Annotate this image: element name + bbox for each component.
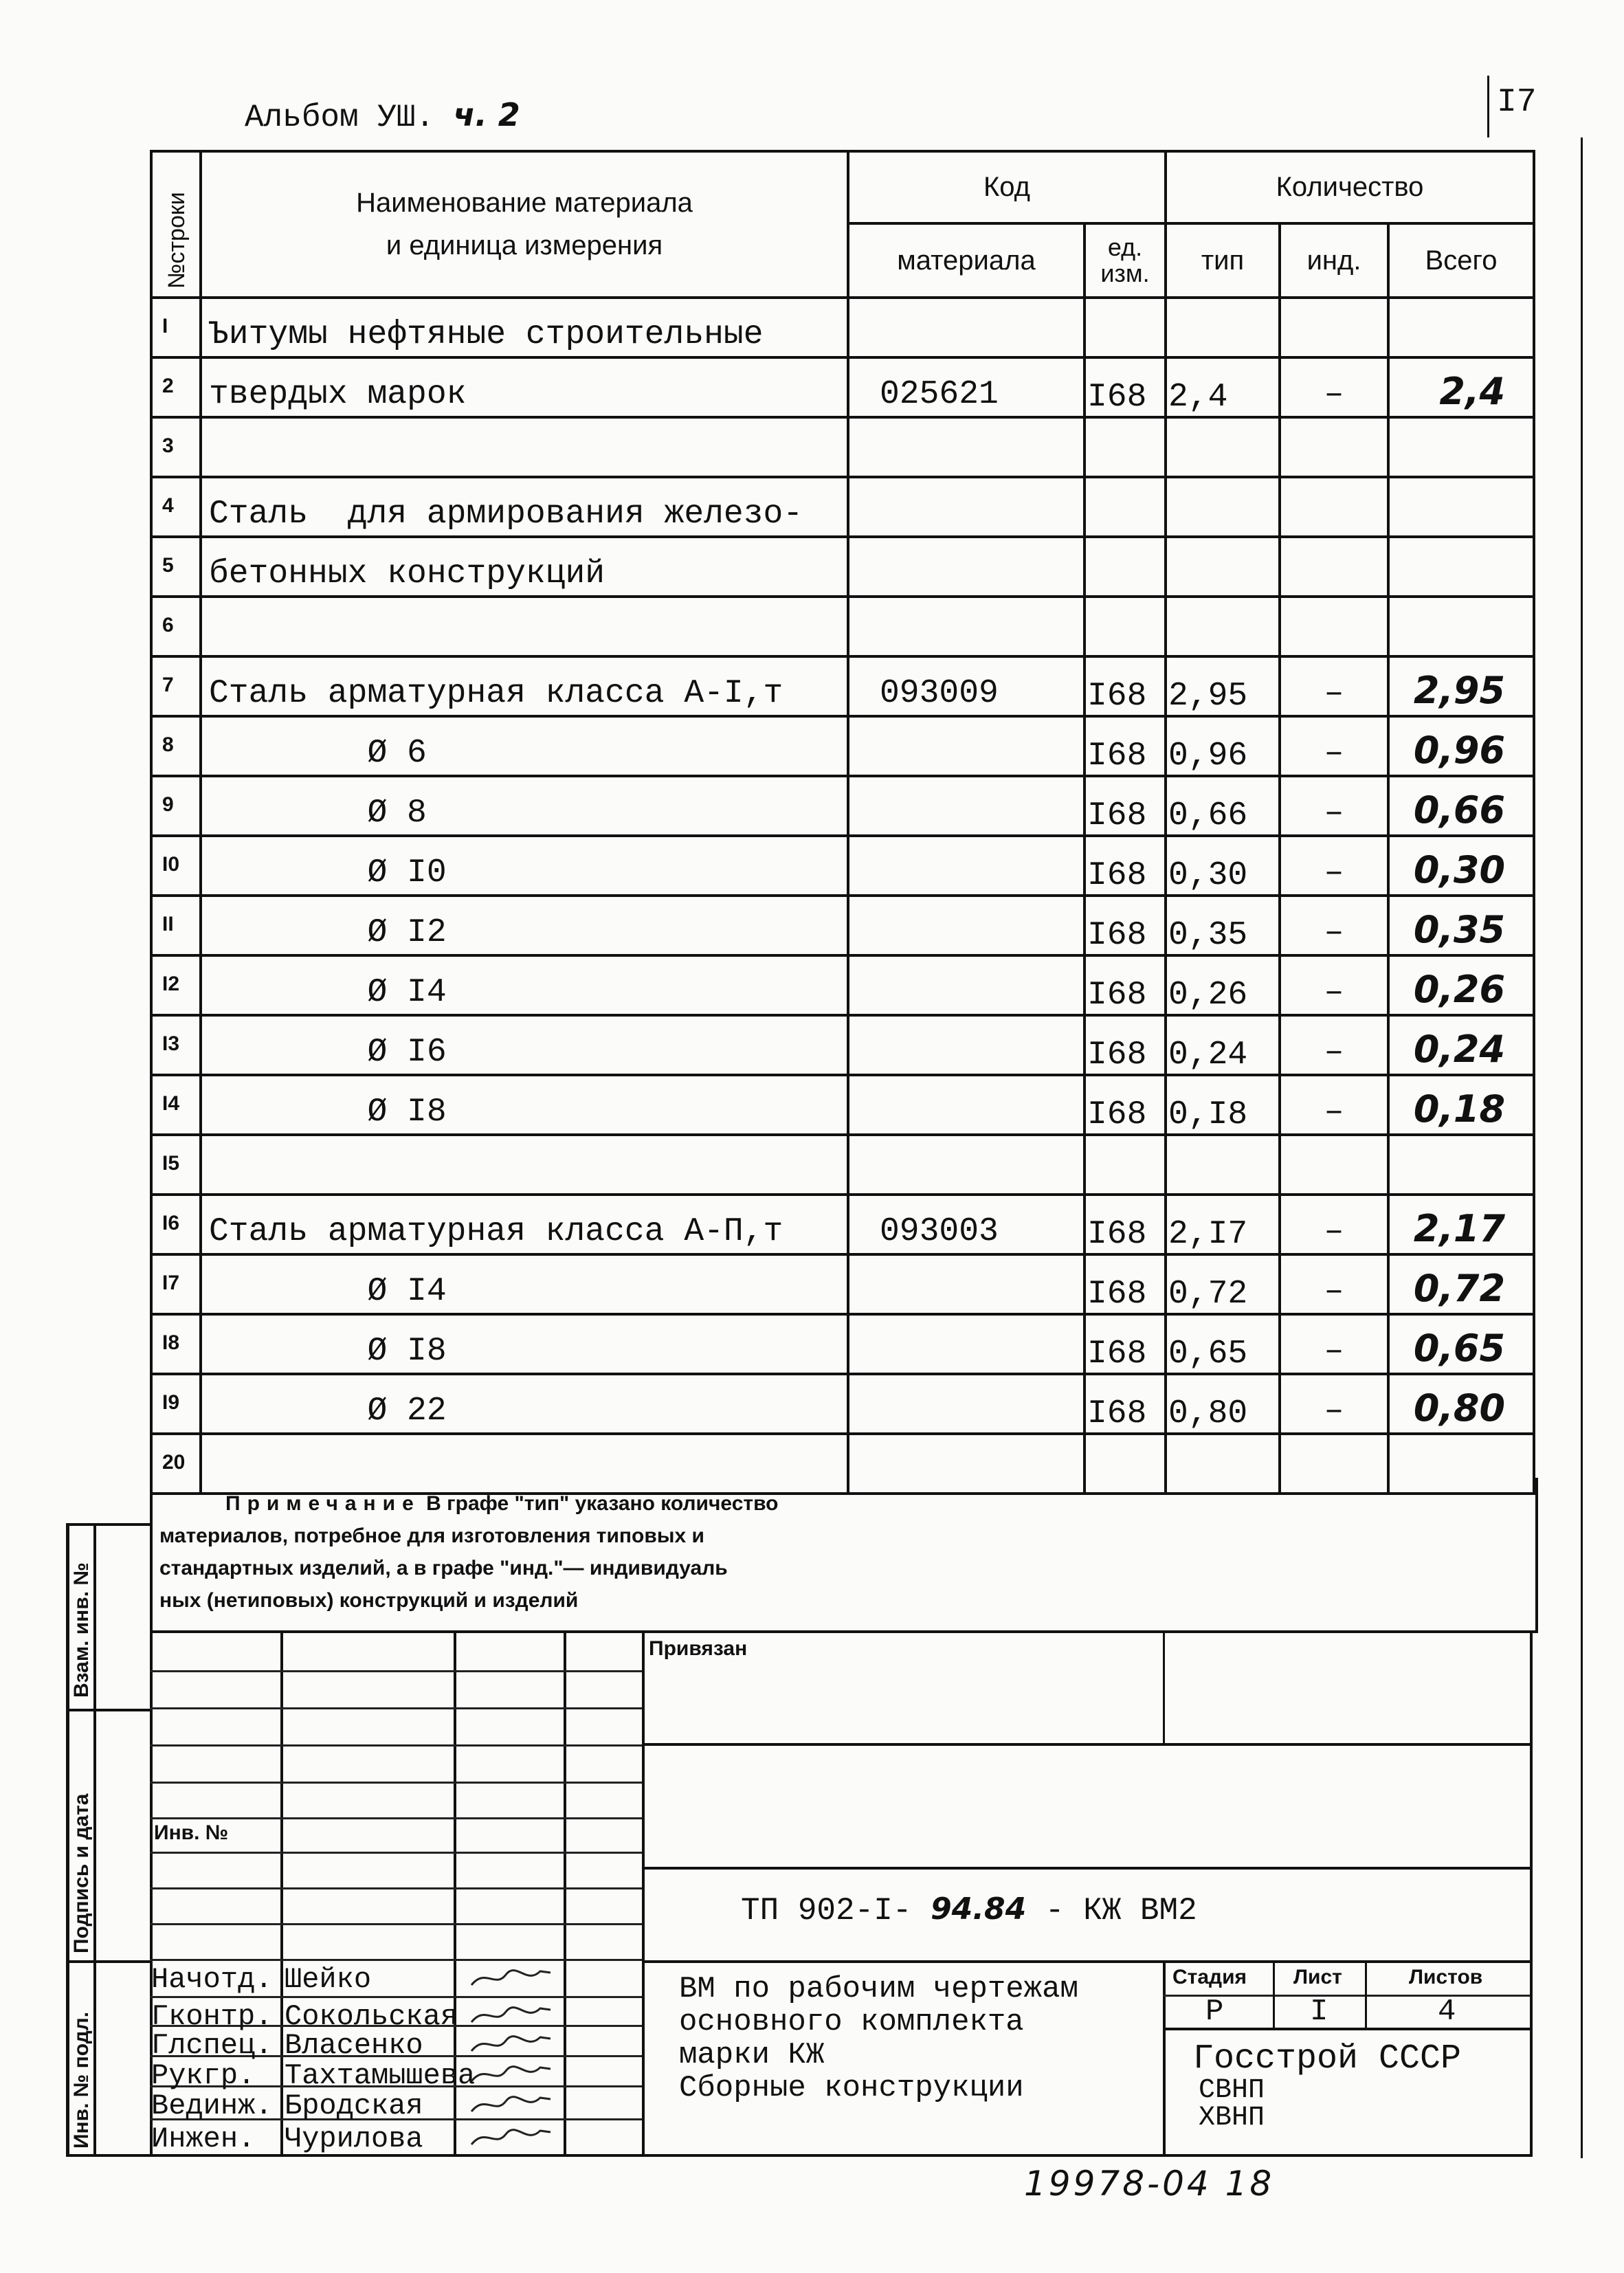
table-row (151, 1135, 1534, 1195)
row-number: I (151, 298, 201, 357)
doc-code-prefix: ТП 902-I- (741, 1893, 912, 1929)
signature-mark (465, 2030, 561, 2058)
qty-type-header: тип (1166, 223, 1280, 298)
role-title: Вединж. (151, 2089, 273, 2122)
material-name: бетонных конструкций (201, 537, 848, 597)
signature-mark (465, 2124, 561, 2151)
unit-code: I68 (1084, 955, 1166, 1015)
sheet-value: I (1310, 1995, 1328, 2029)
table-body (151, 298, 1534, 1494)
material-code (848, 298, 1084, 357)
material-name: Ø I2 (201, 896, 848, 955)
signature-mark (465, 2002, 561, 2029)
qty-type: 0,65 (1166, 1314, 1280, 1374)
note-title: Примечание (225, 1492, 421, 1515)
material-code (848, 1075, 1084, 1135)
row-number-header (151, 151, 201, 298)
table-row (151, 417, 1534, 477)
table-row (151, 836, 1534, 896)
sheets-value: 4 (1438, 1995, 1456, 2029)
material-code (848, 716, 1084, 776)
signature-mark (465, 1964, 561, 1992)
note-line1: В графе "тип" указано количество (426, 1492, 779, 1515)
sheet-number: I7 (1497, 84, 1537, 121)
note-line2: материалов, потребное для изготовления типовых и (159, 1524, 704, 1547)
table-row (151, 896, 1534, 955)
role-person: Чурилова (285, 2122, 423, 2155)
stamp-h-title (642, 1960, 1530, 1963)
note-text (159, 1487, 778, 1617)
grid-h10 (150, 1996, 642, 1998)
row-number: I4 (151, 1075, 201, 1135)
inv-no-label: Инв. № (154, 1821, 229, 1844)
row-number: I8 (151, 1314, 201, 1374)
table-row (151, 1075, 1534, 1135)
qty-ind: – (1280, 776, 1388, 836)
qty-type: 0,24 (1166, 1015, 1280, 1075)
row-number: 9 (151, 776, 201, 836)
inv-podl-label: Инв. № подл. (70, 2011, 93, 2149)
qty-total: 0,18 (1388, 1075, 1534, 1135)
row-number: I9 (151, 1374, 201, 1434)
qty-total: 2,17 (1388, 1195, 1534, 1254)
qty-ind: – (1280, 1195, 1388, 1254)
privyazan-label: Привязан (649, 1637, 748, 1660)
privyazan-divider (1163, 1630, 1165, 1744)
qty-ind: – (1280, 1314, 1388, 1374)
material-code (848, 1314, 1084, 1374)
strip-bottom (66, 2154, 158, 2157)
qty-total (1388, 477, 1534, 537)
stamp-right (1530, 1630, 1533, 2157)
right-margin-line (1487, 76, 1489, 137)
unit-code: I68 (1084, 656, 1166, 716)
material-code (848, 1254, 1084, 1314)
material-code (848, 836, 1084, 896)
role-title: Гконтр. (151, 2000, 273, 2033)
material-code: 093003 (848, 1195, 1084, 1254)
qty-ind-header: инд. (1280, 223, 1388, 298)
unit-code (1084, 477, 1166, 537)
table-row (151, 716, 1534, 776)
qty-ind: – (1280, 896, 1388, 955)
page-right-border (1581, 137, 1583, 2158)
materials-table (150, 150, 1535, 1495)
material-code: 025621 (848, 357, 1084, 417)
note-box (150, 1478, 1538, 1633)
table-row (151, 1015, 1534, 1075)
qty-total (1388, 1135, 1534, 1195)
row-number: 20 (151, 1434, 201, 1494)
album-printed: Альбом УШ. (245, 100, 435, 135)
material-code (848, 1374, 1084, 1434)
qty-ind (1280, 298, 1388, 357)
left-strip-outer (66, 1524, 69, 2155)
org-line2: СВНП (1199, 2075, 1265, 2106)
grid-h6 (150, 1852, 642, 1854)
strip-top (66, 1523, 151, 1526)
name-header-line1: Наименование материала (356, 188, 693, 218)
qty-total: 0,80 (1388, 1374, 1534, 1434)
material-name: Ø I0 (201, 836, 848, 896)
unit-code: I68 (1084, 1075, 1166, 1135)
material-name (201, 1135, 848, 1195)
material-name: Ъитумы нефтяные строительные (201, 298, 848, 357)
unit-code: I68 (1084, 776, 1166, 836)
podpis-label: Подпись и дата (70, 1793, 93, 1953)
row-number: I7 (151, 1254, 201, 1314)
signature-mark (465, 2061, 561, 2088)
name-header (201, 151, 848, 298)
title-line1: ВМ по рабочим чертежам (679, 1972, 1078, 2006)
row-number-header-text: №строки (164, 192, 190, 289)
material-code (848, 477, 1084, 537)
grid-h8 (150, 1923, 642, 1925)
grid-h1 (150, 1670, 642, 1672)
stamp-h-code (642, 1867, 1530, 1870)
qty-total: 0,35 (1388, 896, 1534, 955)
qty-ind: – (1280, 836, 1388, 896)
qty-type: 0,80 (1166, 1374, 1280, 1434)
unit-code: I68 (1084, 1195, 1166, 1254)
name-header-line2: и единица измерения (386, 230, 663, 260)
table-row (151, 776, 1534, 836)
qty-total: 0,26 (1388, 955, 1534, 1015)
stage-label: Стадия (1172, 1966, 1247, 1988)
table-row (151, 1195, 1534, 1254)
material-code (848, 1015, 1084, 1075)
table-row (151, 357, 1534, 417)
code-unit-header: ед. изм. (1084, 223, 1166, 298)
qty-total (1388, 597, 1534, 656)
material-name: Ø 22 (201, 1374, 848, 1434)
unit-code: I68 (1084, 896, 1166, 955)
code-header: Код (848, 151, 1166, 223)
table-row (151, 955, 1534, 1015)
role-person: Власенко (285, 2029, 423, 2062)
qty-total: 0,96 (1388, 716, 1534, 776)
left-strip-inner (93, 1524, 96, 2155)
title-line2: основного комплекта (679, 2005, 1024, 2039)
qty-total: 2,4 (1388, 357, 1534, 417)
table-row (151, 537, 1534, 597)
qty-type (1166, 477, 1280, 537)
role-person: Сокольская (285, 2000, 458, 2033)
quantity-header: Количество (1166, 151, 1534, 223)
row-number: I0 (151, 836, 201, 896)
table-row (151, 298, 1534, 357)
qty-total: 0,24 (1388, 1015, 1534, 1075)
qty-type: 0,35 (1166, 896, 1280, 955)
qty-type (1166, 1135, 1280, 1195)
qty-total: 0,65 (1388, 1314, 1534, 1374)
row-number: 2 (151, 357, 201, 417)
qty-type: 0,72 (1166, 1254, 1280, 1314)
material-code (848, 597, 1084, 656)
material-code (848, 417, 1084, 477)
role-person: Тахтамышева (285, 2059, 476, 2092)
qty-total: 0,72 (1388, 1254, 1534, 1314)
album-label (245, 96, 520, 135)
organisation (1193, 2041, 1461, 2132)
unit-code: I68 (1084, 836, 1166, 896)
table-row (151, 1254, 1534, 1314)
table-row (151, 1374, 1534, 1434)
row-number: I3 (151, 1015, 201, 1075)
row-number: 4 (151, 477, 201, 537)
qty-ind: – (1280, 357, 1388, 417)
row-number: I2 (151, 955, 201, 1015)
qty-type: 0,96 (1166, 716, 1280, 776)
table-row (151, 597, 1534, 656)
unit-code: I68 (1084, 357, 1166, 417)
album-handwritten: ч. 2 (453, 96, 520, 133)
material-code (848, 537, 1084, 597)
grid-h5 (150, 1817, 642, 1819)
material-code (848, 1135, 1084, 1195)
signature-mark (465, 2091, 561, 2118)
qty-type: 0,26 (1166, 955, 1280, 1015)
qty-total (1388, 298, 1534, 357)
qty-ind (1280, 1135, 1388, 1195)
grid-h9 (150, 1959, 642, 1961)
sheets-label: Листов (1409, 1966, 1483, 1988)
grid-v4 (642, 1630, 645, 2157)
table-row (151, 1314, 1534, 1374)
material-name: Ø 8 (201, 776, 848, 836)
role-person: Бродская (285, 2089, 423, 2122)
qty-ind (1280, 417, 1388, 477)
unit-code (1084, 417, 1166, 477)
unit-code: I68 (1084, 1254, 1166, 1314)
material-name: Ø I8 (201, 1075, 848, 1135)
row-number: 6 (151, 597, 201, 656)
doc-title (679, 1973, 1078, 2105)
grid-h4 (150, 1782, 642, 1784)
qty-total: 0,30 (1388, 836, 1534, 896)
material-name: Сталь для армирования железо- (201, 477, 848, 537)
unit-code (1084, 298, 1166, 357)
qty-ind: – (1280, 1075, 1388, 1135)
unit-code (1084, 537, 1166, 597)
code-material-header: материала (848, 223, 1084, 298)
qty-type: 0,I8 (1166, 1075, 1280, 1135)
grid-h2 (150, 1707, 642, 1709)
stage-v1 (1273, 1960, 1275, 2029)
material-name: Ø I8 (201, 1314, 848, 1374)
org-line3: ХВНП (1199, 2103, 1265, 2133)
material-name: Сталь арматурная класса А-П,т (201, 1195, 848, 1254)
qty-type: 0,30 (1166, 836, 1280, 896)
sheet-label: Лист (1293, 1966, 1342, 1988)
unit-code: I68 (1084, 1015, 1166, 1075)
footer-number: 19978-04 18 (1024, 2164, 1275, 2204)
qty-ind: – (1280, 716, 1388, 776)
material-name: Ø I4 (201, 1254, 848, 1314)
qty-total (1388, 417, 1534, 477)
role-title: Инжен. (151, 2122, 256, 2155)
material-name (201, 417, 848, 477)
qty-ind (1280, 597, 1388, 656)
qty-ind (1280, 477, 1388, 537)
stamp-h-privyazan (642, 1743, 1530, 1746)
unit-code: I68 (1084, 1314, 1166, 1374)
unit-code (1084, 597, 1166, 656)
row-number: 7 (151, 656, 201, 716)
grid-h7 (150, 1887, 642, 1889)
material-name: Ø 6 (201, 716, 848, 776)
note-line3: стандартных изделий, а в графе "инд."— индивидуаль (159, 1557, 728, 1579)
material-code (848, 896, 1084, 955)
role-person: Шейко (285, 1963, 372, 1996)
row-number: 3 (151, 417, 201, 477)
qty-ind: – (1280, 1374, 1388, 1434)
material-name: твердых марок (201, 357, 848, 417)
grid-h3 (150, 1744, 642, 1747)
row-number: I5 (151, 1135, 201, 1195)
qty-total (1388, 537, 1534, 597)
table-row (151, 477, 1534, 537)
doc-code-handwritten: 94.84 (931, 1892, 1027, 1927)
title-divider (1163, 1960, 1166, 2157)
unit-code: I68 (1084, 1374, 1166, 1434)
table-row (151, 656, 1534, 716)
qty-type (1166, 417, 1280, 477)
unit-code (1084, 1135, 1166, 1195)
strip-div2 (66, 1960, 151, 1963)
title-line4: Сборные конструкции (679, 2071, 1024, 2105)
qty-ind: – (1280, 656, 1388, 716)
qty-type: 0,66 (1166, 776, 1280, 836)
material-code (848, 955, 1084, 1015)
row-number: 8 (151, 716, 201, 776)
qty-type: 2,4 (1166, 357, 1280, 417)
qty-type (1166, 537, 1280, 597)
row-number: II (151, 896, 201, 955)
stage-value: Р (1205, 1995, 1224, 2029)
qty-ind (1280, 537, 1388, 597)
qty-ind: – (1280, 1254, 1388, 1314)
qty-ind: – (1280, 1015, 1388, 1075)
doc-code-suffix: - КЖ ВМ2 (1045, 1893, 1197, 1929)
title-line3: марки КЖ (679, 2038, 825, 2072)
row-number: I6 (151, 1195, 201, 1254)
qty-total-header: Всего (1388, 223, 1534, 298)
material-code: 093009 (848, 656, 1084, 716)
unit-code: I68 (1084, 716, 1166, 776)
stage-v2 (1365, 1960, 1367, 2029)
doc-code (741, 1892, 1197, 1929)
vzam-label: Взам. инв. № (70, 1562, 93, 1698)
strip-div1 (66, 1709, 151, 1711)
material-name: Ø I6 (201, 1015, 848, 1075)
org-line1: Госстрой СССР (1193, 2039, 1462, 2078)
material-name (201, 597, 848, 656)
role-title: Начотд. (151, 1963, 273, 1996)
qty-type: 2,I7 (1166, 1195, 1280, 1254)
qty-ind: – (1280, 955, 1388, 1015)
material-name: Сталь арматурная класса А-I,т (201, 656, 848, 716)
material-code (848, 776, 1084, 836)
qty-total: 0,66 (1388, 776, 1534, 836)
qty-type: 2,95 (1166, 656, 1280, 716)
row-number: 5 (151, 537, 201, 597)
role-title: Рукгр. (151, 2059, 256, 2092)
note-line4: ных (нетиповых) конструкций и изделий (159, 1589, 579, 1612)
qty-type (1166, 298, 1280, 357)
qty-total: 2,95 (1388, 656, 1534, 716)
qty-type (1166, 597, 1280, 656)
material-name: Ø I4 (201, 955, 848, 1015)
role-title: Глспец. (151, 2029, 273, 2062)
